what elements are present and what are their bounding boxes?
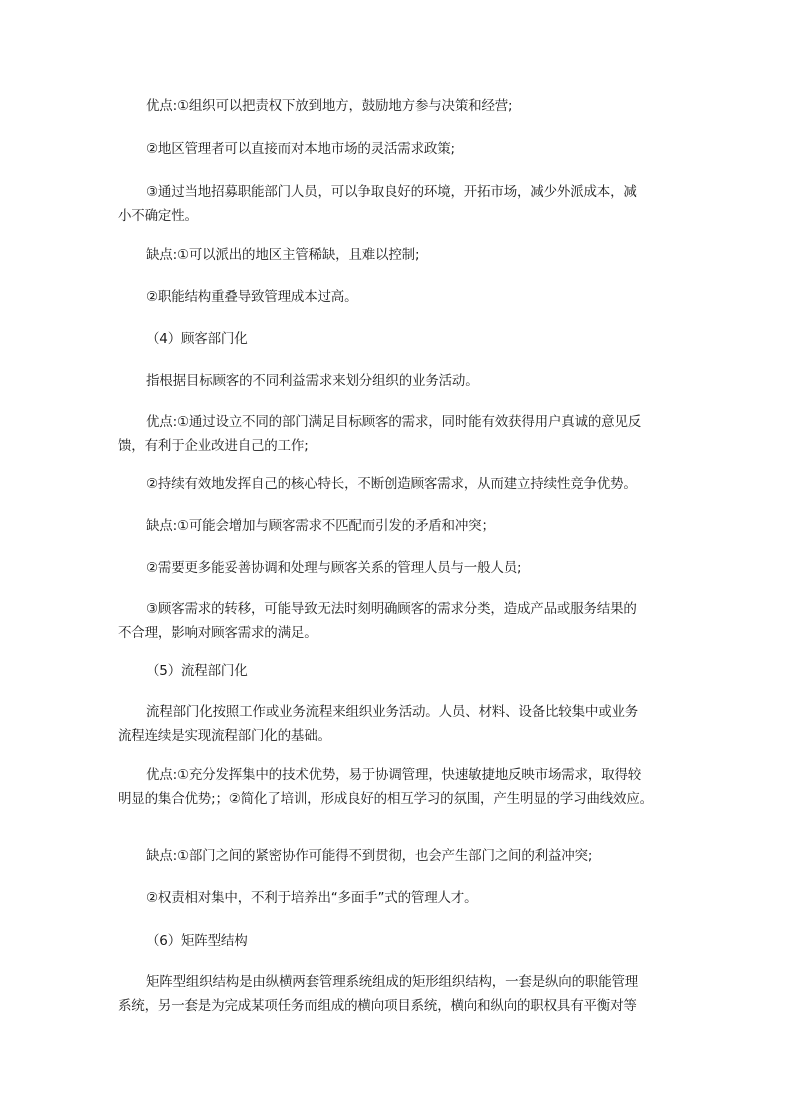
- paragraph-customer-disadvantage-3: [118, 597, 683, 645]
- paragraph-regional-disadvantages: [118, 243, 683, 267]
- text-line: 系统，另一套是为完成某项任务而组成的横向项目系统，横向和纵向的职权具有平衡对等: [118, 998, 637, 1014]
- text-line: 缺点:①可能会增加与顾客需求不匹配而引发的矛盾和冲突；: [146, 518, 495, 534]
- paragraph-customer-disadvantage-2: [118, 556, 683, 580]
- paragraph-regional-advantage-2: [118, 137, 683, 161]
- paragraph-customer-advantage-2: [118, 472, 683, 496]
- text-line: 优点:①组织可以把责权下放到地方，鼓励地方参与决策和经营;: [146, 98, 513, 114]
- text-line: 缺点:①部门之间的紧密协作可能得不到贯彻，也会产生部门之间的利益冲突;: [146, 848, 593, 864]
- paragraph-process-disadvantages: [118, 844, 683, 868]
- text-line: ②持续有效地发挥自己的核心特长，不断创造顾客需求，从而建立持续性竞争优势。: [146, 476, 637, 492]
- heading-process-departmentalization: [118, 659, 683, 683]
- text-line: 流程部门化按照工作或业务流程来组织业务活动。人员、材料、设备比较集中或业务: [146, 704, 639, 720]
- paragraph-customer-definition: [118, 369, 683, 393]
- text-line: ③顾客需求的转移，可能导致无法时刻明确顾客的需求分类，造成产品或服务结果的: [146, 601, 637, 617]
- text-line: ③通过当地招募职能部门人员，可以争取良好的环境，开拓市场，减少外派成本，减: [146, 184, 637, 200]
- text-line: 流程连续是实现流程部门化的基础。: [118, 728, 331, 744]
- paragraph-matrix-definition: [118, 970, 683, 1018]
- text-line: 馈，有利于企业改进自己的工作;: [118, 438, 309, 454]
- heading-matrix-structure: [118, 929, 683, 953]
- paragraph-regional-advantages: [118, 94, 683, 118]
- text-line: 优点:①充分发挥集中的技术优势，易于协调管理，快速敏捷地反映市场需求，取得较: [146, 767, 642, 783]
- text-line: ②需要更多能妥善协调和处理与顾客关系的管理人员与一般人员;: [146, 560, 522, 576]
- paragraph-process-advantages: [118, 763, 683, 811]
- text-line: ②地区管理者可以直接而对本地市场的灵活需求政策;: [146, 141, 455, 157]
- text-line: 小不确定性。: [118, 208, 198, 224]
- paragraph-process-definition: [118, 700, 683, 748]
- section-heading: （6）矩阵型结构: [146, 933, 248, 949]
- text-line: 缺点:①可以派出的地区主管稀缺，且难以控制;: [146, 247, 420, 263]
- heading-customer-departmentalization: [118, 327, 683, 351]
- paragraph-customer-advantages: [118, 410, 683, 458]
- text-line: ②权责相对集中，不利于培养出“多面手”式的管理人才。: [146, 890, 478, 906]
- text-line: 优点:①通过设立不同的部门满足目标顾客的需求，同时能有效获得用户真诚的意见反: [146, 414, 642, 430]
- paragraph-regional-advantage-3: [118, 180, 683, 228]
- text-line: ②职能结构重叠导致管理成本过高。: [146, 289, 358, 305]
- section-heading: （4）顾客部门化: [146, 331, 248, 347]
- text-line: 不合理，影响对顾客需求的满足。: [118, 625, 318, 641]
- paragraph-regional-disadvantage-2: [118, 285, 683, 309]
- section-heading: （5）流程部门化: [146, 663, 248, 679]
- paragraph-process-disadvantage-2: [118, 886, 683, 910]
- text-line: 指根据目标顾客的不同利益需求来划分组织的业务活动。: [146, 373, 479, 389]
- paragraph-customer-disadvantages: [118, 514, 683, 538]
- text-line: 明显的集合优势;；②简化了培训，形成良好的相互学习的氛围，产生明显的学习曲线效应。: [118, 791, 653, 807]
- text-line: 矩阵型组织结构是由纵横两套管理系统组成的矩形组织结构，一套是纵向的职能管理: [146, 974, 639, 990]
